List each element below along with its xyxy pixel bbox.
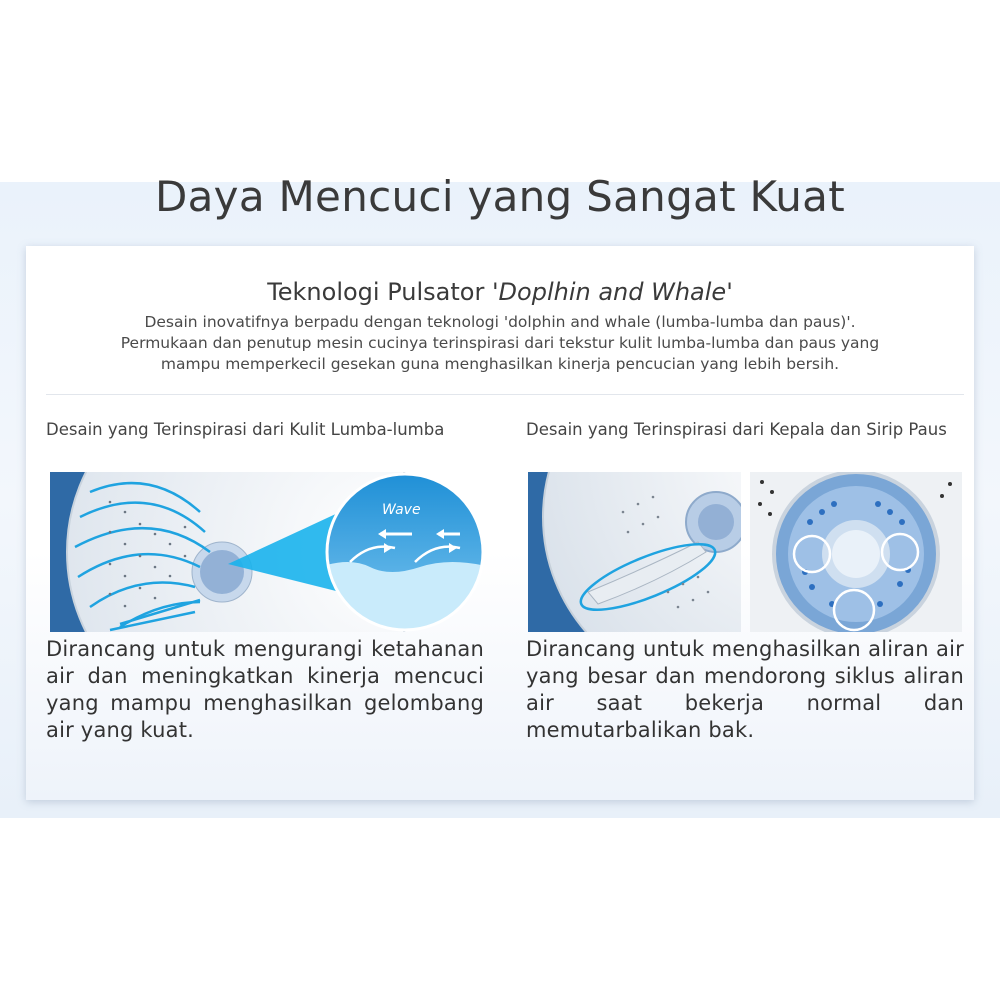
intro-line-3: mampu memperkecil gesekan guna menghasilkan kinerja pencucian yang lebih bersih.: [160, 355, 840, 373]
left-heading: Desain yang Terinspirasi dari Kulit Lumba-lumba: [46, 420, 445, 439]
right-body: Dirancang untuk menghasilkan aliran air yang besar dan mendorong siklus aliran air saat bekerja normal dan memutarbalikan bak.: [526, 637, 964, 742]
section-title-emphasis: 'Doplhin and Whale': [491, 278, 733, 306]
section-divider: [46, 394, 964, 395]
whale-head-illustration: [750, 472, 962, 632]
right-heading: Desain yang Terinspirasi dari Kepala dan Sirip Paus: [526, 420, 947, 439]
intro-line-1: Desain inovatifnya berpadu dengan teknologi 'dolphin and whale (lumba-lumba dan paus)'.: [144, 313, 856, 331]
left-body: Dirancang untuk mengurangi ketahanan air dan meningkatkan kinerja mencuci yang mampu menghasilkan gelombang air yang kuat.: [46, 637, 484, 742]
intro-line-2: Permukaan dan penutup mesin cucinya terinspirasi dari tekstur kulit lumba-lumba dan paus yang: [120, 334, 880, 352]
section-title: [0, 278, 1000, 306]
section-title-prefix: Teknologi Pulsator: [267, 278, 492, 306]
whale-fin-illustration: [528, 472, 741, 632]
section-intro: [50, 312, 950, 375]
wave-label: Wave: [382, 502, 421, 518]
dolphin-skin-illustration: [50, 472, 488, 632]
page-title: Daya Mencuci yang Sangat Kuat: [155, 172, 845, 221]
